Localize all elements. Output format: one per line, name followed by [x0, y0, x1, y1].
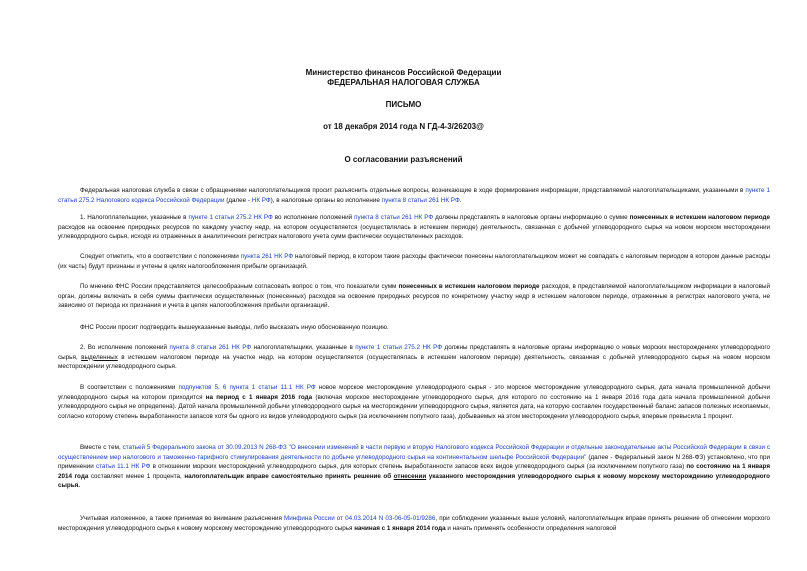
paragraph-request [58, 323, 770, 333]
paragraph-federal-law [58, 443, 770, 491]
paragraph-note [58, 252, 770, 271]
law-link[interactable]: Минфина России от 04.03.2014 N 03-06-05-01/9286 [283, 515, 436, 522]
underlined-text: выделенных [81, 353, 118, 361]
text: в отношении морских месторождений углеводородного сырья, для которых степень выработанности запасов всех видов углеводородного сырья (за исключением попутного газа) [150, 463, 687, 471]
bold-text: понесенных в истекшем налоговом периоде [629, 214, 771, 221]
text: налогоплательщики, указанные в [251, 344, 356, 351]
underlined-text: отнесении [393, 472, 427, 480]
paragraph-1 [58, 213, 770, 242]
text: Учитывая изложенное, а также принимая во внимание разъяснения [80, 515, 284, 522]
text: ), в налоговые органы во исполнение [270, 196, 382, 204]
law-link[interactable]: пункте 1 статьи 275.2 НК РФ [188, 214, 273, 221]
text: , при соблюдении указанных выше условий, налогоплательщик вправе принять решение об отнесении морского месторождения углеводородного сырья к новому морскому месторождению углеводородного сырья [58, 515, 770, 532]
document-type: ПИСЬМО [385, 100, 422, 109]
text: налоговый период, в котором такие расходы фактически понесены налогоплательщиком может не совпадать с налоговым периодом в котором данные расходы (их часть) будут признаны и учтены в целях налогообложения прибыли организаций. [58, 253, 770, 270]
law-link[interactable]: НК РФ [251, 196, 271, 204]
paragraph-intro [58, 186, 770, 205]
text: должны представлять в налоговые органы информацию о новых морских месторождениях углеводородного сырья, [58, 344, 771, 361]
text: . [459, 196, 462, 204]
bold-text: начиная с 1 января 2014 года [354, 524, 446, 532]
paragraph-2 [58, 343, 770, 372]
law-link[interactable]: пункта 8 статьи 261 НК РФ [354, 214, 434, 221]
text: В соответствии с положениями [80, 384, 179, 391]
document-subject: О согласовании разъяснений [344, 155, 463, 164]
text: По мнению ФНС России представляется целесообразным согласовать вопрос о том, что показатели сумм [80, 283, 399, 290]
ministry-name: Министерство финансов Российской Федерации [305, 68, 502, 77]
law-link[interactable]: статьей 5 Федерального закона от 30.09.2013 N 268-ФЗ "О внесении изменений в части первую и вторую Налогового кодекса Российской Федерации и отдельные законодательные акты Российской Федерации в связи с осуществлением мер налогового и таможенно-тарифного стимулирования деятельности по добыче углеводородного сырья на континентальном шельфе Российской Федерации" [58, 444, 771, 461]
text: составляет менее 1 процента, [88, 472, 185, 480]
text: должны представлять в налоговые органы информацию о сумме [433, 214, 630, 221]
text: расходов на освоение природных ресурсов по каждому участку недр, на котором осуществляется (осуществлялась в истекшем периоде) деятельность, связанная с добычей углеводородного сырья на новом морском месторождении углеводородного сырья, исходя из отраженных в аналитических регистрах налогового учета сумм фактически осуществленных расходов. [58, 223, 770, 241]
law-link[interactable]: пункта 8 статьи 261 НК РФ [169, 344, 252, 351]
law-link[interactable]: статьи 11.1 НК РФ [95, 463, 151, 471]
paragraph-opinion [58, 282, 770, 311]
text: (далее - Федеральный закон N 268-ФЗ) установлено, что при применении [58, 453, 770, 471]
paragraph-definition [58, 383, 770, 421]
law-link[interactable]: подпунктов 5, 6 пункта 1 статьи 11.1 НК РФ [178, 384, 316, 391]
text: (далее - [224, 196, 252, 204]
text: и начать применять особенности определения налоговой [445, 524, 617, 532]
text: в истекшем налоговом периоде на участке недр, на котором осуществляется (осуществлялась в истекшем налоговом периоде) деятельность, связанная с добычей углеводородного сырья на новом морском месторождении углеводородного сырья. [58, 353, 770, 371]
text: Вместе с тем, [80, 444, 123, 451]
text: Федеральная налоговая служба в связи с обращениями налогоплательщиков просит разъяснить отдельные вопросы, возникающие в ходе формирования информации, представляемой налогоплательщиками, указанными в [80, 187, 746, 194]
bold-text: на период с 1 января 2016 года [205, 393, 313, 401]
text: новое морское месторождение углеводородного сырья - это морское месторождение углеводородного сырья, дата начала промышленной добычи углеводородного сырья на котором приходится [58, 384, 770, 401]
document-date: от 18 декабря 2014 года N ГД-4-3/26203@ [323, 122, 484, 131]
bold-text: указанного месторождения углеводородного сырья к новому морскому месторождению углеводородного сырья. [58, 472, 771, 490]
bold-text: по состоянию на 1 января 2014 года [58, 463, 770, 480]
text: ФНС России просит подтвердить вышеуказанные выводы, либо высказать иную обоснованную позицию. [80, 324, 389, 331]
text: 1. Налогоплательщики, указанные в [80, 214, 189, 221]
bold-text: налогоплательщик вправе самостоятельно принять решение об [184, 472, 394, 480]
law-link[interactable]: пункте 1 статьи 275.2 Налогового кодекса Российской Федерации [58, 187, 770, 204]
law-link[interactable]: пункта 261 НК РФ [240, 253, 294, 260]
text: расходов, в представляемой налогоплательщиком информации в налоговый орган, должны включать в себя суммы фактически осуществленных (понесенных) расходов на освоение природных ресурсов по конкретному участку недр в истекшем налоговом периоде, отраженные в регистрах налогового учета, не зависимо от периода их признания и учета в целях налогообложения прибыли организаций. [58, 283, 770, 310]
text: Следует отметить, что в соответствии с положениями [80, 253, 241, 260]
service-name: ФЕДЕРАЛЬНАЯ НАЛОГОВАЯ СЛУЖБА [327, 78, 480, 87]
text: во исполнение положений [272, 214, 355, 221]
law-link[interactable]: пункте 1 статьи 275.2 НК РФ [355, 344, 443, 351]
paragraph-conclusion [58, 514, 770, 533]
text: (включая морское месторождение углеводородного сырья, для которого по состоянию на 1 января 2016 года дата начала промышленной добычи углеводородного сырья не определена). Датой начала промышленной добычи углеводородного сырья на месторождении углеводородного сырья, является дата, на которую составлен государственный баланс запасов полезных ископаемых, согласно которому степень выработанности запасов хотя бы одного из видов углеводородного сырья (за исключением попутного газа), добываемых на этом месторождении углеводородного сырья, впервые превысила 1 процент. [58, 393, 770, 420]
law-link[interactable]: пункта 8 статьи 261 НК РФ [381, 196, 460, 204]
text: 2. Во исполнение положений [80, 344, 170, 351]
bold-text: понесенных в истекшем налоговом периоде [398, 283, 540, 290]
